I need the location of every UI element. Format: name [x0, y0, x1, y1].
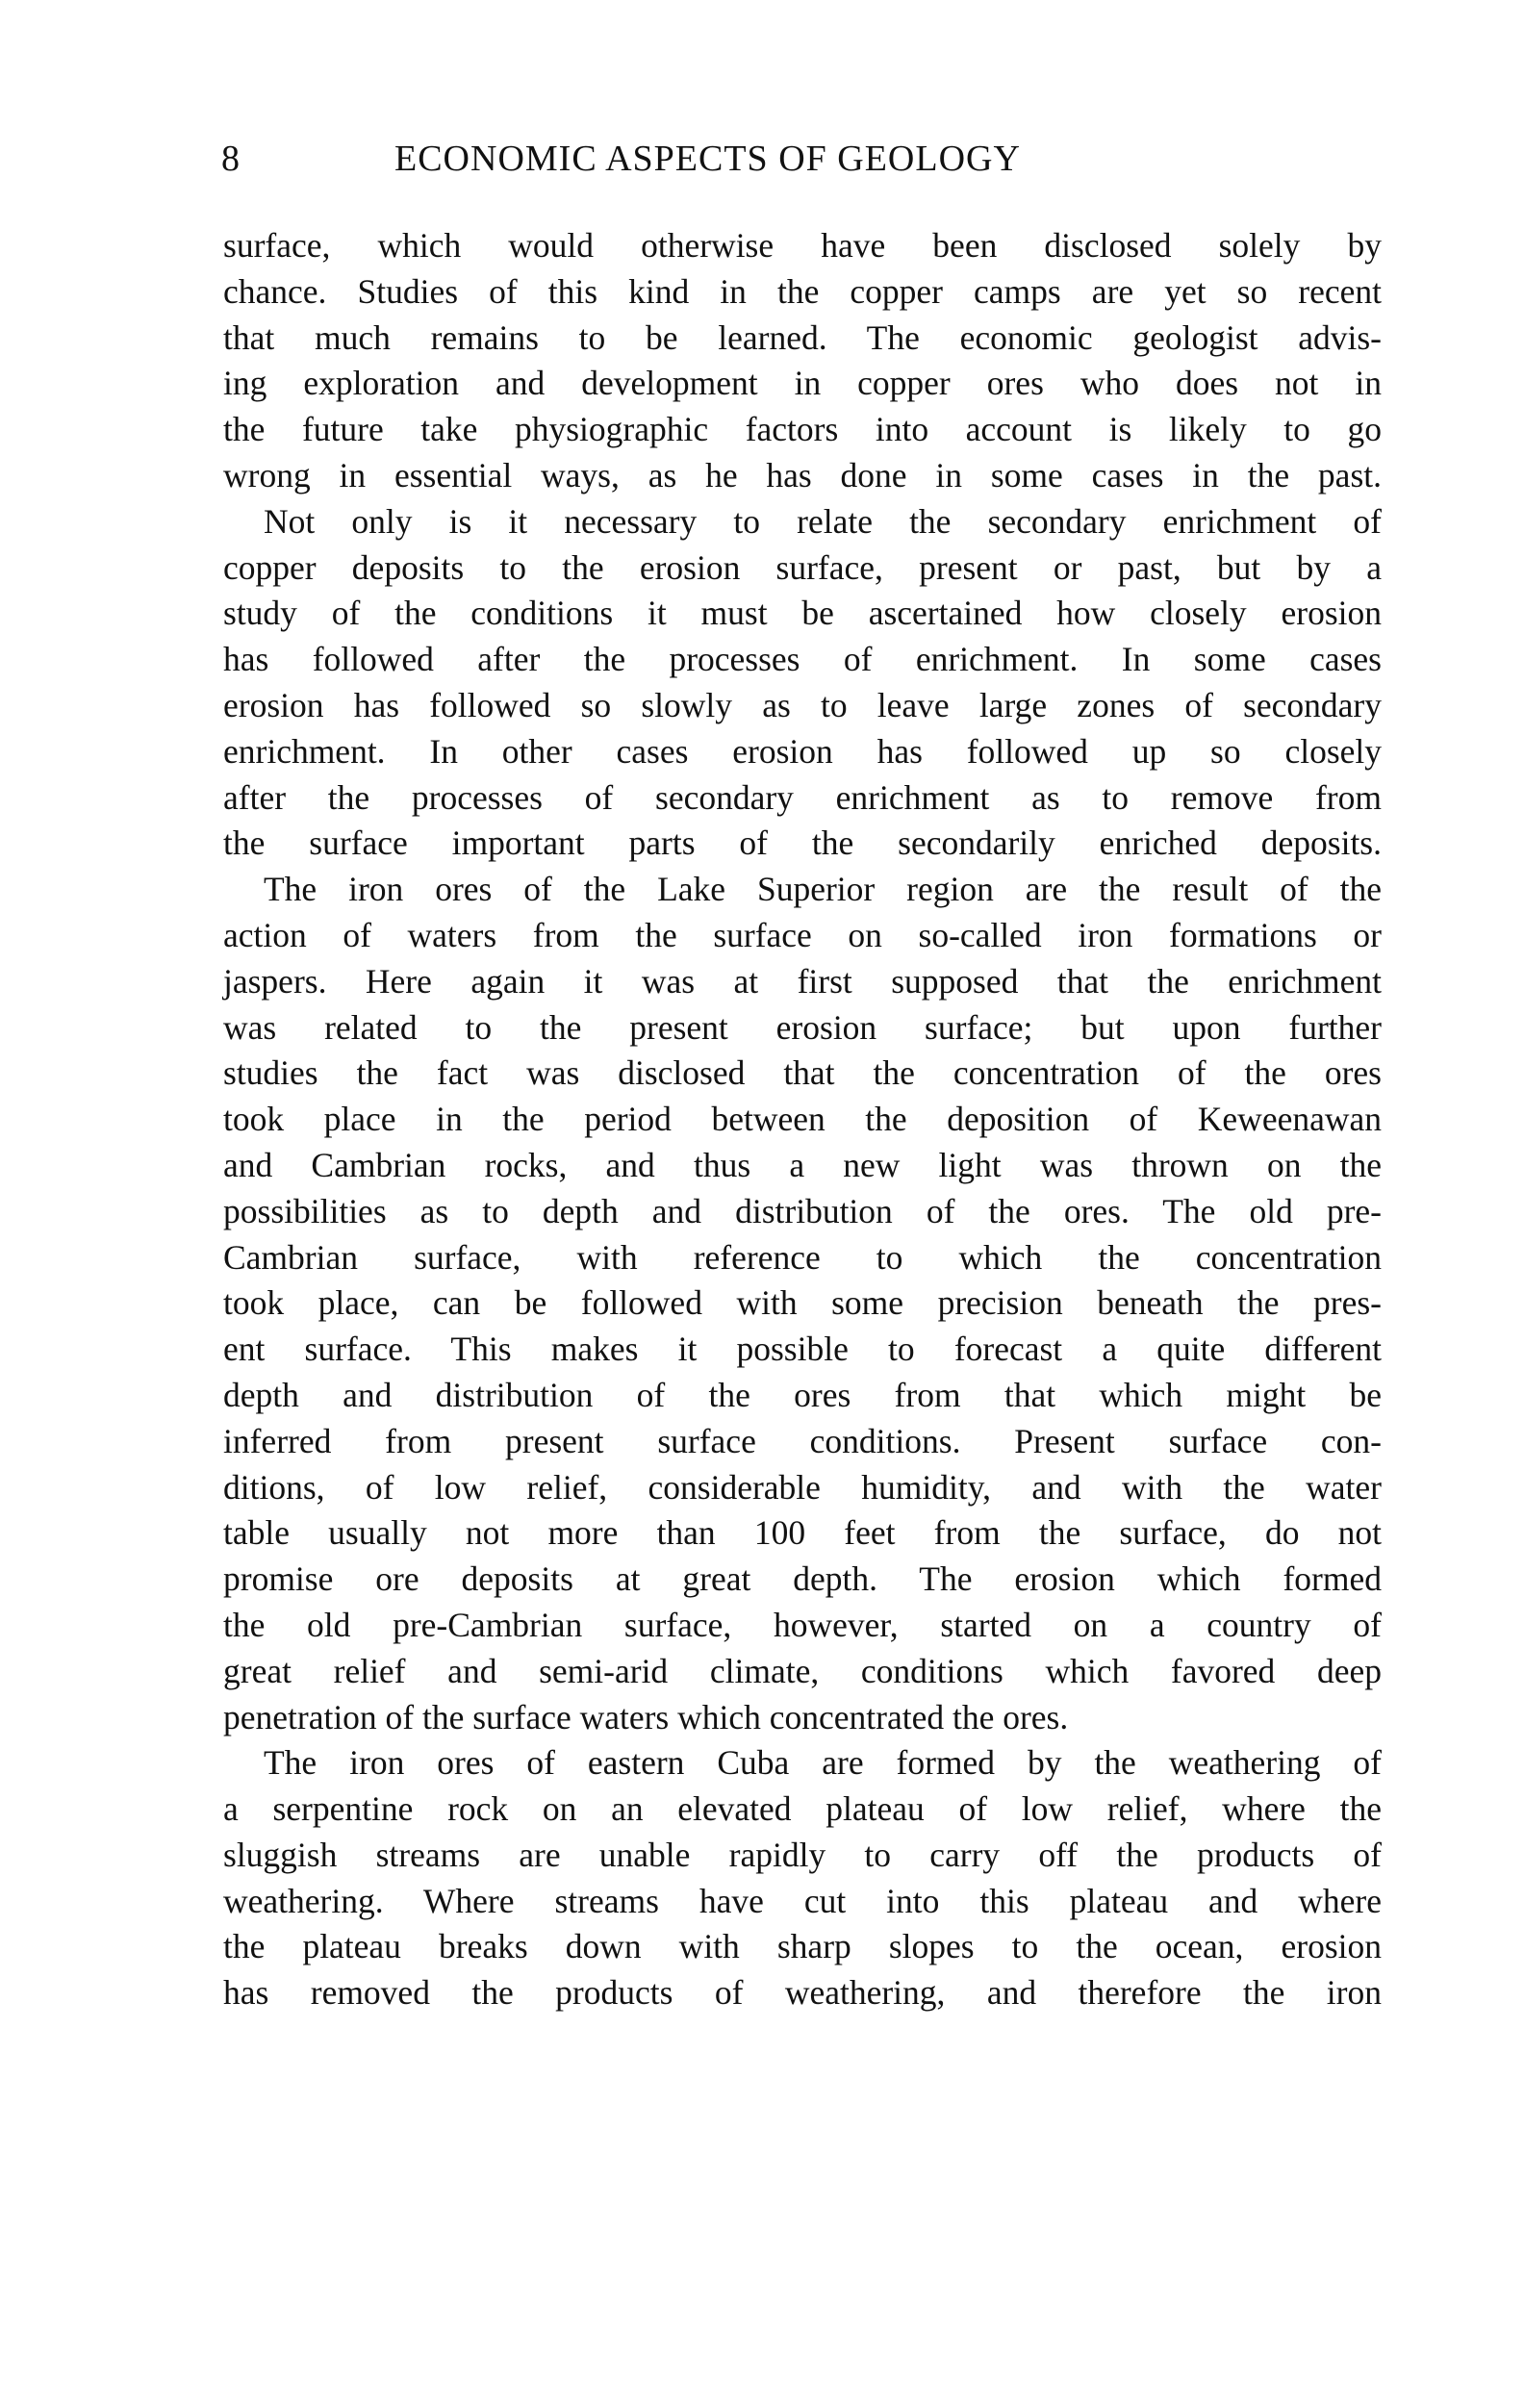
- text-line: the surface important parts of the secondarily enriched deposits.: [223, 824, 1382, 863]
- text-line: great relief and semi-arid climate, conditions which favored deep: [223, 1651, 1382, 1690]
- text-line: took place in the period between the deposition of Keweenawan: [223, 1100, 1382, 1139]
- text-line: study of the conditions it must be ascertained how closely erosion: [223, 594, 1382, 633]
- text-line: wrong in essential ways, as he has done in some cases in the past.: [223, 455, 1382, 494]
- text-line: The iron ores of the Lake Superior region are the result of the: [264, 870, 1382, 909]
- text-line: depth and distribution of the ores from that which might be: [223, 1375, 1382, 1414]
- text-line: possibilities as to depth and distribution of the ores. The old pre-: [223, 1191, 1382, 1230]
- text-line: the future take physiographic factors into account is likely to go: [223, 410, 1382, 449]
- text-line: the old pre-Cambrian surface, however, started on a country of: [223, 1605, 1382, 1644]
- text-line: that much remains to be learned. The economic geologist advis-: [223, 317, 1382, 357]
- text-line: table usually not more than 100 feet from the surface, do not: [223, 1513, 1382, 1553]
- text-line: ent surface. This makes it possible to forecast a quite different: [223, 1330, 1382, 1369]
- body-text: [223, 223, 1382, 2016]
- text-line: action of waters from the surface on so-called iron formations or: [223, 915, 1382, 954]
- running-head: [221, 135, 1385, 183]
- text-line: surface, which would otherwise have been disclosed solely by: [223, 226, 1382, 265]
- paragraph: [223, 1740, 1382, 2016]
- text-line: enrichment. In other cases erosion has followed up so closely: [223, 731, 1382, 771]
- text-line: sluggish streams are unable rapidly to carry off the products of: [223, 1835, 1382, 1874]
- text-line: weathering. Where streams have cut into this plateau and where: [223, 1881, 1382, 1920]
- text-line: and Cambrian rocks, and thus a new light was thrown on the: [223, 1145, 1382, 1184]
- text-line: jaspers. Here again it was at first supposed that the enrichment: [223, 961, 1382, 1001]
- text-line: inferred from present surface conditions. Present surface con-: [223, 1421, 1382, 1460]
- text-line: penetration of the surface waters which concentrated the ores.: [223, 1697, 1069, 1736]
- text-line: studies the fact was disclosed that the concentration of the ores: [223, 1053, 1382, 1093]
- paragraph: [223, 499, 1382, 867]
- text-line: ing exploration and development in copper ores who does not in: [223, 364, 1382, 403]
- text-line: took place, can be followed with some precision beneath the pres-: [223, 1283, 1382, 1323]
- page-number: 8: [221, 139, 240, 179]
- text-line: the plateau breaks down with sharp slopes to the ocean, erosion: [223, 1927, 1382, 1966]
- text-line: copper deposits to the erosion surface, present or past, but by a: [223, 547, 1382, 587]
- text-line: has removed the products of weathering, and therefore the iron: [223, 1973, 1382, 2013]
- text-line: Cambrian surface, with reference to which the concentration: [223, 1237, 1382, 1277]
- text-line: a serpentine rock on an elevated plateau of low relief, where the: [223, 1789, 1382, 1829]
- text-line: The iron ores of eastern Cuba are formed by the weathering of: [264, 1743, 1382, 1783]
- paragraph: [223, 223, 1382, 499]
- running-title: ECONOMIC ASPECTS OF GEOLOGY: [394, 139, 1021, 179]
- text-line: erosion has followed so slowly as to leave large zones of secondary: [223, 685, 1382, 724]
- text-line: chance. Studies of this kind in the copper camps are yet so recent: [223, 271, 1382, 311]
- text-line: was related to the present erosion surface; but upon further: [223, 1007, 1382, 1047]
- paragraph: [223, 867, 1382, 1740]
- text-line: promise ore deposits at great depth. The erosion which formed: [223, 1559, 1382, 1599]
- text-line: Not only is it necessary to relate the secondary enrichment of: [264, 501, 1382, 541]
- text-line: has followed after the processes of enrichment. In some cases: [223, 640, 1382, 679]
- text-line: ditions, of low relief, considerable humidity, and with the water: [223, 1467, 1382, 1507]
- text-line: after the processes of secondary enrichment as to remove from: [223, 777, 1382, 817]
